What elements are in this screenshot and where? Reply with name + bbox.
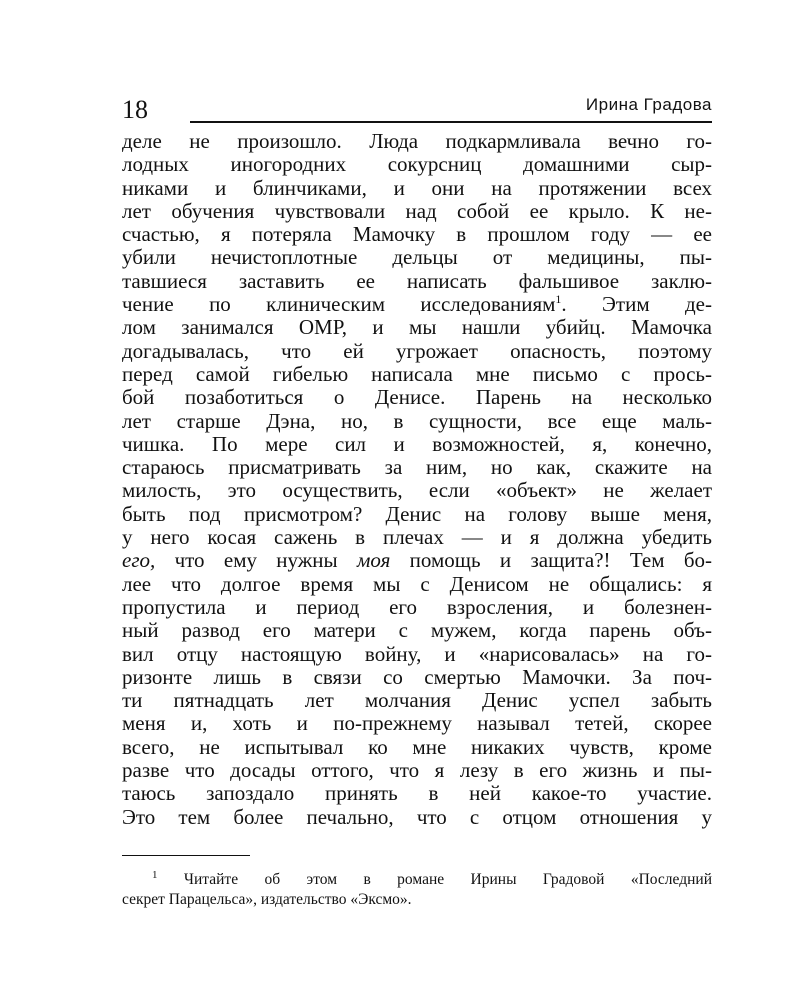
text-line: Это тем более печально, что с отцом отношения у (122, 804, 712, 829)
footnote-separator (122, 855, 250, 856)
header-rule (190, 121, 712, 123)
text-segment: что ему нужны (155, 548, 357, 573)
text-line: милость, это осуществить, если «объект» не желает (122, 478, 712, 503)
text-line: меня и, хоть и по-прежнему называл тетей, скорее (122, 711, 712, 736)
text-line-with-footnote-ref (122, 293, 712, 316)
text-line: пропустила и период его взросления, и болезнен- (122, 594, 712, 619)
text-line: таюсь запоздало принять в ней какое-то участие. (122, 781, 712, 806)
text-line: быть под присмотром? Денис на голову выше меня, (122, 501, 712, 526)
text-line: лодных иногородних сокурсниц домашними сыр- (122, 152, 712, 177)
text-line: перед самой гибелью написала мне письмо с прось- (122, 361, 712, 386)
text-line: счастью, я потеряла Мамочку в прошлом году — ее (122, 222, 712, 247)
text-line: ризонте лишь в связи со смертью Мамочки. За поч- (122, 664, 712, 689)
text-line: разве что досады оттого, что я лезу в его жизнь и пы- (122, 758, 712, 783)
italic-emphasis: его, (122, 548, 156, 573)
text-segment: чение по клиническим исследованиям (122, 292, 556, 317)
text-line: деле не произошло. Люда подкармливала вечно го- (122, 129, 712, 153)
italic-emphasis: моя (356, 548, 391, 573)
text-line: бой позаботиться о Денисе. Парень на несколько (122, 385, 712, 410)
footnote-marker: 1 (152, 868, 158, 881)
text-segment: помощь и защита?! Тем бо- (390, 548, 713, 573)
page-header (122, 95, 712, 125)
text-line: всего, не испытывал ко мне никаких чувств, кроме (122, 734, 712, 759)
footnote-text: Читайте об этом в романе Ирины Градовой «Последний (157, 871, 712, 888)
footnote-line (122, 870, 712, 890)
footnote-line: секрет Парацельса», издательство «Эксмо». (122, 891, 412, 908)
book-page (122, 95, 712, 829)
page-number: 18 (122, 95, 148, 124)
text-line: убили нечистоплотные дельцы от медицины, пы- (122, 245, 712, 270)
text-line: догадывалась, что ей угрожает опасность, поэтому (122, 338, 712, 363)
text-line: ный развод его матери с мужем, когда парень объ- (122, 618, 712, 643)
text-line: вил отцу настоящую войну, и «нарисовалась» на го- (122, 641, 712, 666)
text-line: чишка. По мере сил и возможностей, я, конечно, (122, 431, 712, 456)
text-line: никами и блинчиками, и они на протяжении всех (122, 175, 712, 200)
text-line: у него косая сажень в плечах — и я должна убедить (122, 525, 712, 550)
text-line: тавшиеся заставить ее написать фальшивое заклю- (122, 268, 712, 293)
text-line: лет старше Дэна, но, в сущности, все еще маль- (122, 408, 712, 433)
footnote-reference: 1 (555, 292, 562, 307)
text-line: ти пятнадцать лет молчания Денис успел забыть (122, 688, 712, 713)
footnote (122, 870, 712, 910)
running-head-author: Ирина Градова (580, 95, 712, 115)
text-line: лее что долгое время мы с Денисом не общались: я (122, 571, 712, 596)
text-segment: . Этим де- (561, 292, 712, 317)
text-line: лет обучения чувствовали над собой ее крыло. К не- (122, 198, 712, 223)
text-line: стараюсь присматривать за ним, но как, скажите на (122, 455, 712, 480)
text-line: лом занимался ОМР, и мы нашли убийц. Мамочка (122, 315, 712, 340)
body-text (122, 130, 712, 829)
text-line-with-italics (122, 549, 712, 572)
